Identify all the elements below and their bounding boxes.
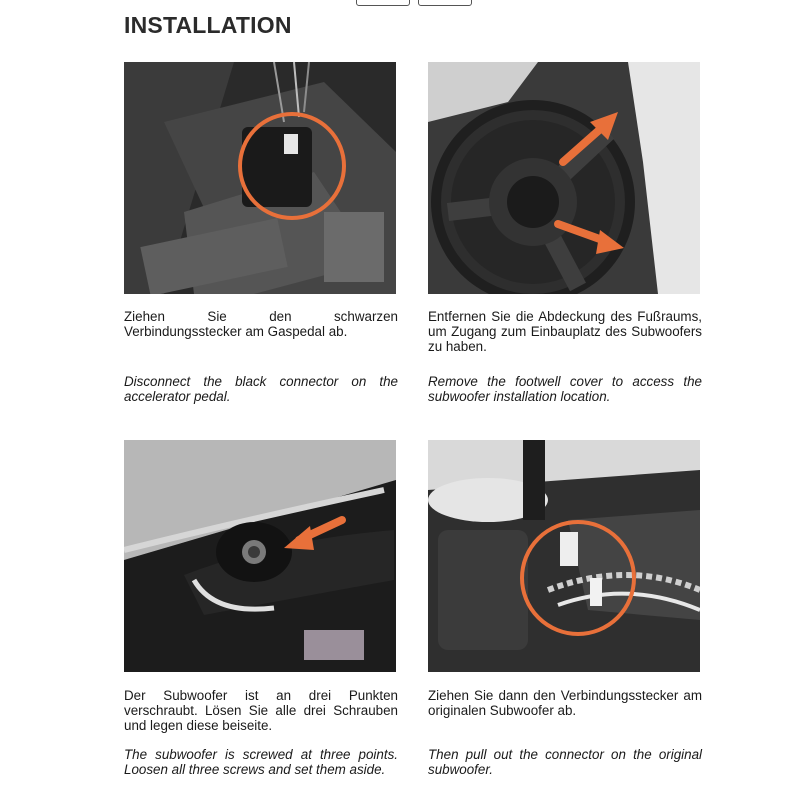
step-3-text-de: Der Subwoofer ist an drei Punkten verschraubt. Lösen Sie alle drei Schrauben und legen diese beiseite. <box>124 688 398 733</box>
step-2-text-de: Entfernen Sie die Abdeckung des Fußraums, um Zugang zum Einbauplatz des Subwoofers zu haben. <box>428 309 702 354</box>
step-1-text-en: Disconnect the black connector on the accelerator pedal. <box>124 374 398 404</box>
subwoofer-connector-illustration <box>428 440 700 672</box>
pedal-connector-illustration <box>124 62 396 294</box>
page-title: INSTALLATION <box>124 12 292 38</box>
step-2-photo <box>428 62 700 294</box>
step-3-text-en: The subwoofer is screwed at three points. Loosen all three screws and set them aside. <box>124 747 398 777</box>
top-tab-left <box>356 0 410 6</box>
step-3-photo <box>124 440 396 672</box>
top-tab-right <box>418 0 472 6</box>
step-4-text-de: Ziehen Sie dann den Verbindungsstecker am originalen Subwoofer ab. <box>428 688 702 718</box>
subwoofer-screw-illustration <box>124 440 396 672</box>
step-2-text-en: Remove the footwell cover to access the subwoofer installation location. <box>428 374 702 404</box>
step-4-text-en: Then pull out the connector on the original subwoofer. <box>428 747 702 777</box>
step-1-text-de: Ziehen Sie den schwarzen Verbindungsstecker am Gaspedal ab. <box>124 309 398 339</box>
step-1-photo <box>124 62 396 294</box>
footwell-cover-illustration <box>428 62 700 294</box>
step-4-photo <box>428 440 700 672</box>
